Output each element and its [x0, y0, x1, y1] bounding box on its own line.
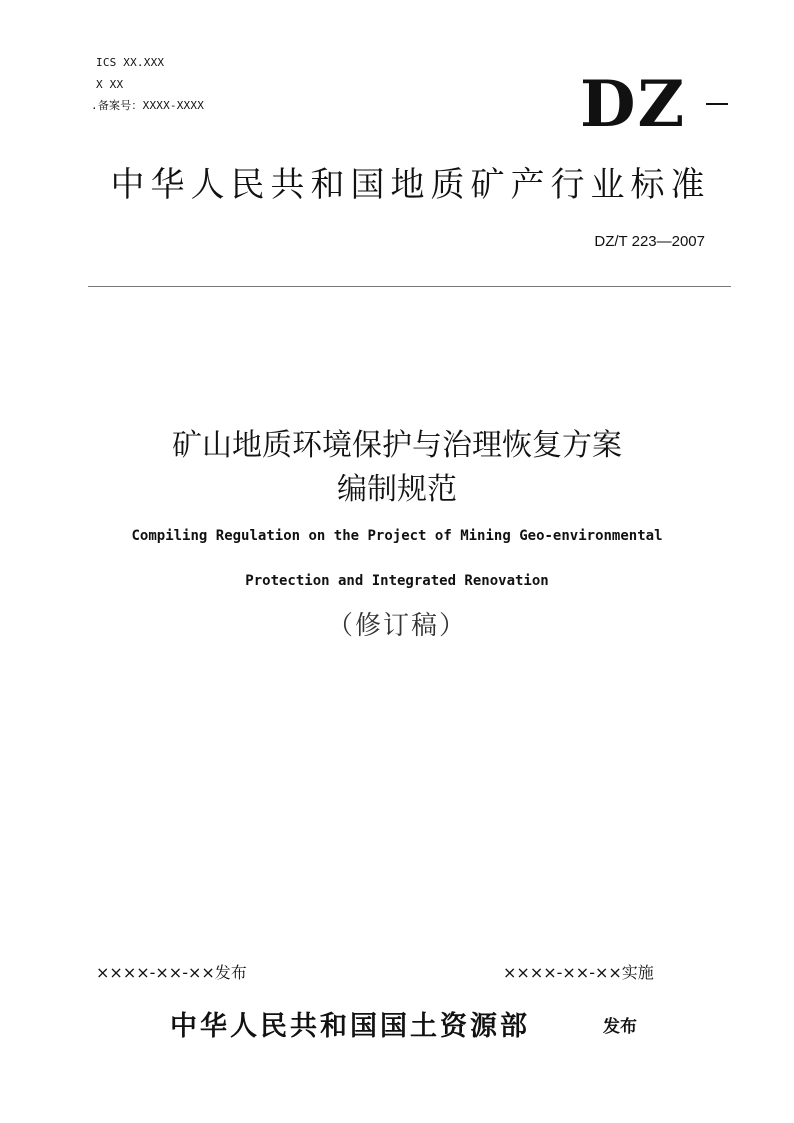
standard-title: 中华人民共和国地质矿产行业标准 [110, 165, 711, 205]
document-title-line-2: 编制规范 [337, 472, 457, 507]
english-title-line-2: Protection and Integrated Renovation [245, 573, 549, 589]
english-title-line-1: Compiling Regulation on the Project of Mining Geo-environmental [131, 528, 663, 544]
dz-logo: DZ [580, 67, 687, 142]
record-number: .备案号：XXXX-XXXX [91, 99, 205, 112]
ics-number: ICS XX.XXX [96, 56, 165, 69]
classification-number: X XX [96, 78, 124, 91]
dz-logo-dash [706, 103, 728, 105]
header-divider [88, 286, 731, 287]
issue-date: ××××-××-××发布 [96, 963, 247, 982]
implementation-date: ××××-××-××实施 [503, 963, 654, 982]
document-title-line-1: 矿山地质环境保护与治理恢复方案 [172, 428, 622, 463]
publisher-name: 中华人民共和国国土资源部 [170, 1011, 530, 1042]
draft-label: （修订稿） [326, 611, 467, 641]
standard-code: DZ/T 223—2007 [594, 233, 705, 250]
publisher-suffix: 发布 [603, 1017, 637, 1037]
